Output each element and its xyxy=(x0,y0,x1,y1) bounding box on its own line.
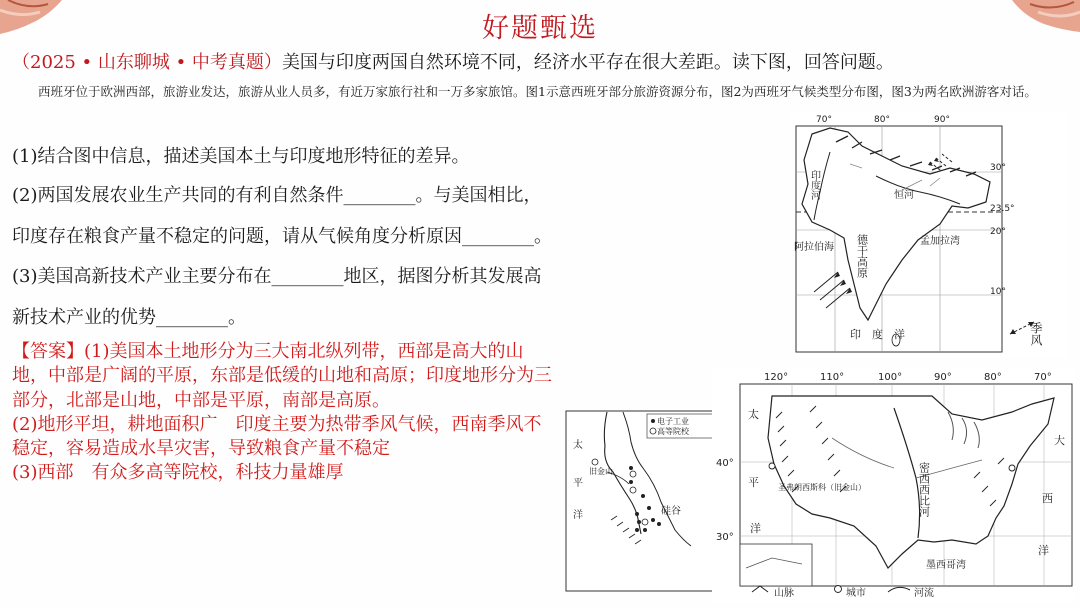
san-francisco-label: 旧金山 xyxy=(589,467,613,476)
lon-label-70: 70° xyxy=(816,115,832,125)
question-2-line-2: 印度存在粮食产量不稳定的问题，请从气候角度分析原因________。 xyxy=(12,226,552,247)
bay-of-bengal-label: 孟加拉湾 xyxy=(920,236,960,247)
lat-label-23-5: 23.5° xyxy=(990,204,1015,214)
legend-universities: 高等院校 xyxy=(657,427,689,436)
usa-lon-100: 100° xyxy=(878,372,903,383)
usa-lat-40: 40° xyxy=(716,458,734,469)
legend-cities: 城市 xyxy=(846,588,866,599)
answer-block xyxy=(12,340,552,486)
usa-atlantic-2: 西 xyxy=(1042,492,1053,505)
lat-label-30: 30° xyxy=(990,163,1006,173)
gulf-of-mexico-label: 墨西哥湾 xyxy=(926,560,966,571)
india-map xyxy=(790,112,1068,358)
answer-2: (2)地形平坦，耕地面积广 印度主要为热带季风气候，西南季风不稳定，容易造成水旱灾害，导致粮食产量不稳定 xyxy=(12,413,542,460)
background-note: 西班牙位于欧洲西部，旅游业发达，旅游从业人员多，有近万家旅行社和一万多家旅馆。图1示意西班牙部分旅游资源分布，图2为西班牙气候类型分布图，图3为两名欧洲游客对话。 xyxy=(38,84,1037,99)
deccan-label: 德干高原 xyxy=(855,234,869,278)
usa-lon-110: 110° xyxy=(820,372,845,383)
lon-label-80: 80° xyxy=(874,115,890,125)
mississippi-label: 密西西比河 xyxy=(917,462,931,517)
usa-map xyxy=(712,368,1076,604)
question-3-line-2: 新技术产业的优势________。 xyxy=(12,307,246,328)
usa-lon-90: 90° xyxy=(934,372,952,383)
usa-lon-80: 80° xyxy=(984,372,1002,383)
usa-lon-120: 120° xyxy=(764,372,789,383)
arabian-sea-label: 阿拉伯海 xyxy=(794,242,834,253)
indus-label: 印度河 xyxy=(808,170,820,200)
pacific-label-1: 太 xyxy=(573,440,583,451)
question-stem xyxy=(12,48,894,74)
ganges-label: 恒河 xyxy=(894,190,914,201)
lon-label-90: 90° xyxy=(934,115,950,125)
usa-lat-30: 30° xyxy=(716,532,734,543)
usa-lon-70: 70° xyxy=(1034,372,1052,383)
usa-pacific-2: 平 xyxy=(748,476,759,489)
lat-label-10: 10° xyxy=(990,287,1006,297)
silicon-valley-map xyxy=(565,410,721,592)
question-2-line-1: (2)两国发展农业生产共同的有利自然条件________。与美国相比， xyxy=(12,185,542,206)
question-3-line-1: (3)美国高新技术产业主要分布在________地区，据图分析其发展高 xyxy=(12,266,542,287)
legend-mountains: 山脉 xyxy=(774,588,794,599)
answer-label: 【答案】 xyxy=(12,341,84,362)
question-source: （2025 • 山东聊城 • 中考真题） xyxy=(12,52,282,73)
monsoon-legend: 季风 xyxy=(1029,322,1043,346)
usa-atlantic-1: 大 xyxy=(1054,434,1065,447)
legend-electronics: 电子工业 xyxy=(657,417,689,426)
question-1: (1)结合图中信息，描述美国本土与印度地形特征的差异。 xyxy=(12,146,470,167)
page-title: 好题甄选 xyxy=(482,13,598,44)
legend-rivers: 河流 xyxy=(914,588,934,599)
usa-pacific-1: 太 xyxy=(748,408,759,421)
san-francisco-label: 圣弗朗西斯科（旧金山） xyxy=(778,483,866,492)
question-text: 美国与印度两国自然环境不同，经济水平存在很大差距。读下图，回答问题。 xyxy=(281,52,894,73)
answer-1 xyxy=(12,340,552,413)
answer-3: (3)西部 有众多高等院校，科技力量雄厚 xyxy=(12,462,344,484)
usa-atlantic-3: 洋 xyxy=(1038,544,1049,557)
usa-pacific-3: 洋 xyxy=(750,522,761,535)
indian-ocean-label: 印 度 洋 xyxy=(850,328,905,341)
pacific-label-2: 平 xyxy=(573,478,583,489)
answer-1-text: (1)美国本土地形分为三大南北纵列带，西部是高大的山地，中部是广阔的平原，东部是低缓的山地和高原；印度地形分为三部分，北部是山地，中部是平原，南部是高原。 xyxy=(12,341,552,411)
pacific-label-3: 洋 xyxy=(573,510,583,521)
lat-label-20: 20° xyxy=(990,227,1006,237)
silicon-valley-label: 硅谷 xyxy=(661,506,681,517)
